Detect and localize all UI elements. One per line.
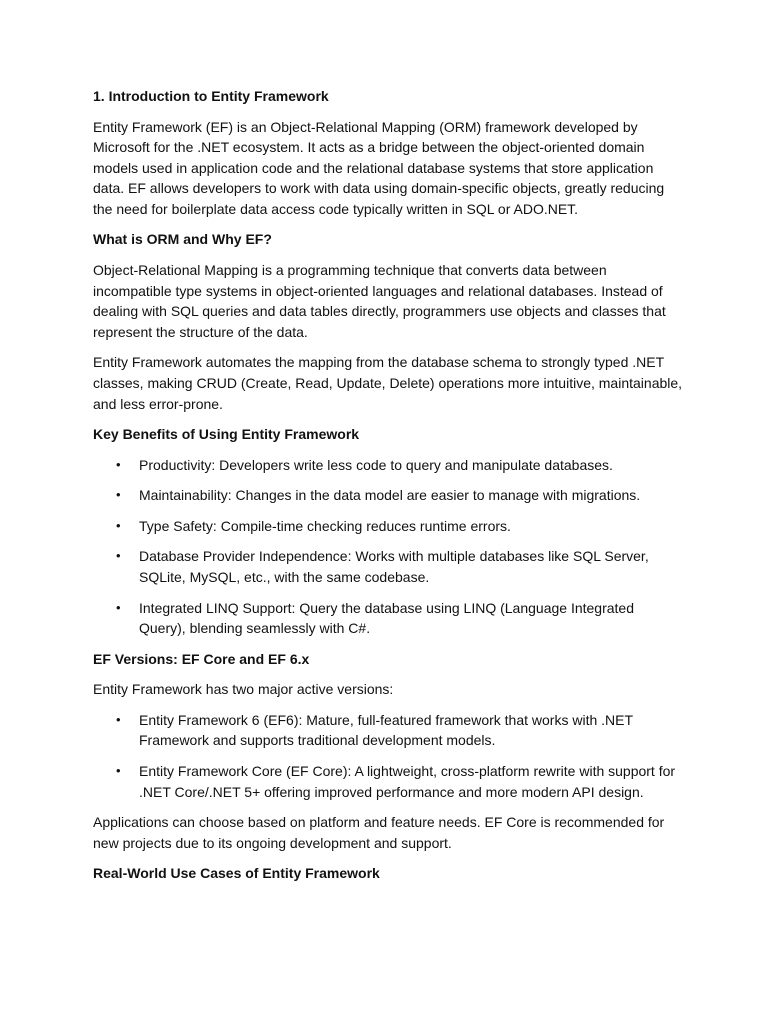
list-item xyxy=(93,761,683,802)
section-heading-versions: EF Versions: EF Core and EF 6.x xyxy=(93,650,310,667)
versions-list xyxy=(93,710,683,802)
section-heading-benefits: Key Benefits of Using Entity Framework xyxy=(93,426,360,443)
list-item xyxy=(93,516,683,537)
versions-intro-paragraph: Entity Framework has two major active versions: xyxy=(93,681,394,698)
intro-paragraph: Entity Framework (EF) is an Object-Relational Mapping (ORM) framework developed by Microsoft for the .NET ecosystem. It acts as a bridge between the object-oriented domain models used in application code and the relational database systems that store application data. EF allows developers to work with data using domain-specific objects, greatly reducing the need for boilerplate data access code typically written in SQL or ADO.NET. xyxy=(93,118,665,217)
bullet-icon: • xyxy=(116,456,121,472)
bullet-icon: • xyxy=(116,517,121,533)
orm-paragraph: Object-Relational Mapping is a programming technique that converts data between incompatible type systems in object-oriented languages and relational databases. Instead of dealing with SQL queries and data tables directly, programmers use objects and classes that represent the structure of the data. xyxy=(93,261,666,340)
list-item xyxy=(93,546,683,587)
bullet-icon: • xyxy=(116,487,121,503)
section-heading-orm: What is ORM and Why EF? xyxy=(93,231,272,248)
list-item-text: Integrated LINQ Support: Query the database using LINQ (Language Integrated Query), blending seamlessly with C#. xyxy=(139,599,634,637)
section-heading-use-cases: Real-World Use Cases of Entity Framework xyxy=(93,865,380,882)
list-item xyxy=(93,485,683,506)
bullet-icon: • xyxy=(116,548,121,564)
bullet-icon: • xyxy=(116,763,121,779)
ef-mapping-paragraph: Entity Framework automates the mapping from the database schema to strongly typed .NET classes, making CRUD (Create, Read, Update, Delete) operations more intuitive, maintainable, and less error-prone. xyxy=(93,354,683,412)
section-heading-introduction: 1. Introduction to Entity Framework xyxy=(93,88,329,104)
list-item-text: Entity Framework Core (EF Core): A lightweight, cross-platform rewrite with support for .NET Core/.NET 5+ offering improved performance and more modern API design. xyxy=(139,763,676,800)
bullet-icon: • xyxy=(116,711,121,727)
list-item-text: Maintainability: Changes in the data model are easier to manage with migrations. xyxy=(139,487,641,504)
list-item xyxy=(93,598,683,639)
document-page xyxy=(93,86,683,894)
list-item xyxy=(93,455,683,476)
versions-closing-paragraph: Applications can choose based on platform and feature needs. EF Core is recommended for new projects due to its ongoing development and support. xyxy=(93,814,665,851)
list-item xyxy=(93,710,683,751)
bullet-icon: • xyxy=(116,599,121,615)
list-item-text: Productivity: Developers write less code to query and manipulate databases. xyxy=(139,456,613,473)
list-item-text: Type Safety: Compile-time checking reduces runtime errors. xyxy=(139,517,511,534)
list-item-text: Entity Framework 6 (EF6): Mature, full-featured framework that works with .NET Framework and supports traditional development models. xyxy=(139,711,633,749)
list-item-text: Database Provider Independence: Works with multiple databases like SQL Server, SQLite, MySQL, etc., with the same codebase. xyxy=(139,548,649,585)
benefits-list xyxy=(93,455,683,639)
